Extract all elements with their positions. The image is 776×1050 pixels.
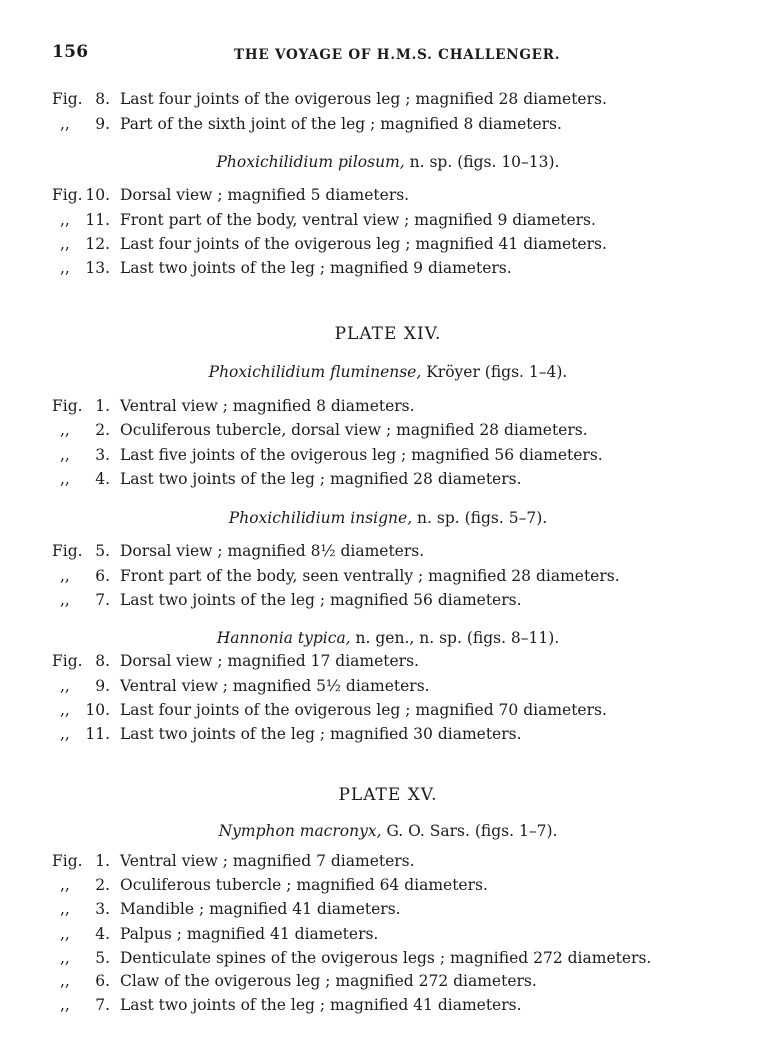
figure-entry (0, 701, 776, 725)
figure-entry (0, 591, 776, 615)
figure-description: Last two joints of the leg ; magnified 28 diameters. (120, 470, 522, 488)
species-name: Phoxichilidium pilosum, (216, 153, 405, 171)
figure-prefix: Fig. (52, 397, 83, 415)
figure-description: Dorsal view ; magnified 8½ diameters. (120, 542, 425, 560)
figure-entry (0, 567, 776, 591)
figure-number: 2. (95, 421, 110, 439)
figure-description: Last five joints of the ovigerous leg ; magnified 56 diameters. (120, 446, 603, 464)
figure-prefix: ,, (60, 421, 70, 439)
page-number: 156 (52, 42, 89, 62)
figure-number: 10. (85, 701, 110, 719)
figure-number: 5. (95, 949, 110, 967)
figure-entry (0, 115, 776, 139)
figure-number: 9. (95, 115, 110, 133)
figure-description: Last four joints of the ovigerous leg ; magnified 70 diameters. (120, 701, 607, 719)
figure-description: Front part of the body, seen ventrally ; magnified 28 diameters. (120, 567, 620, 585)
figure-description: Last two joints of the leg ; magnified 30 diameters. (120, 725, 522, 743)
figure-prefix: ,, (60, 949, 70, 967)
figure-description: Last four joints of the ovigerous leg ; magnified 28 diameters. (120, 90, 607, 108)
figure-prefix: ,, (60, 567, 70, 585)
figure-entry (0, 900, 776, 924)
figure-description: Part of the sixth joint of the leg ; magnified 8 diameters. (120, 115, 562, 133)
species-caption (0, 509, 776, 527)
species-caption (0, 153, 776, 171)
species-name: Phoxichilidium insigne, (228, 509, 413, 527)
figure-description: Front part of the body, ventral view ; magnified 9 diameters. (120, 211, 596, 229)
figure-description: Last two joints of the leg ; magnified 9 diameters. (120, 259, 512, 277)
figure-description: Oculiferous tubercle ; magnified 64 diameters. (120, 876, 488, 894)
figure-number: 4. (95, 470, 110, 488)
figure-prefix: Fig. (52, 186, 83, 204)
figure-description: Dorsal view ; magnified 17 diameters. (120, 652, 419, 670)
figure-prefix: ,, (60, 235, 70, 253)
plate-heading: PLATE XV. (338, 785, 438, 805)
figure-description: Denticulate spines of the ovigerous legs ; magnified 272 diameters. (120, 949, 652, 967)
figure-number: 9. (95, 677, 110, 695)
figure-description: Oculiferous tubercle, dorsal view ; magnified 28 diameters. (120, 421, 588, 439)
figure-prefix: Fig. (52, 90, 83, 108)
figure-number: 5. (95, 542, 110, 560)
figure-description: Last four joints of the ovigerous leg ; magnified 41 diameters. (120, 235, 607, 253)
species-name: Hannonia typica, (216, 629, 351, 647)
figure-number: 3. (95, 446, 110, 464)
figure-number: 3. (95, 900, 110, 918)
figure-prefix: ,, (60, 259, 70, 277)
figure-number: 6. (95, 567, 110, 585)
figure-prefix: Fig. (52, 852, 83, 870)
species-caption (0, 629, 776, 647)
figure-prefix: ,, (60, 591, 70, 609)
figure-prefix: Fig. (52, 652, 83, 670)
figure-number: 6. (95, 972, 110, 990)
figure-number: 7. (95, 996, 110, 1014)
figure-prefix: ,, (60, 446, 70, 464)
species-details: Kröyer (figs. 1–4). (421, 363, 568, 381)
species-caption (0, 363, 776, 381)
figure-entry (0, 235, 776, 259)
figure-number: 8. (95, 90, 110, 108)
figure-entry (0, 925, 776, 949)
figure-description: Ventral view ; magnified 8 diameters. (120, 397, 415, 415)
figure-prefix: ,, (60, 876, 70, 894)
figure-number: 13. (85, 259, 110, 277)
figure-prefix: ,, (60, 972, 70, 990)
figure-number: 4. (95, 925, 110, 943)
figure-prefix: ,, (60, 115, 70, 133)
figure-prefix: ,, (60, 725, 70, 743)
figure-description: Ventral view ; magnified 7 diameters. (120, 852, 415, 870)
figure-number: 1. (95, 397, 110, 415)
figure-entry (0, 470, 776, 494)
figure-number: 12. (85, 235, 110, 253)
figure-entry (0, 421, 776, 445)
figure-entry (0, 259, 776, 283)
figure-entry (0, 542, 776, 566)
figure-prefix: ,, (60, 996, 70, 1014)
species-details: G. O. Sars. (figs. 1–7). (381, 822, 558, 840)
figure-number: 2. (95, 876, 110, 894)
figure-description: Mandible ; magnified 41 diameters. (120, 900, 401, 918)
figure-description: Palpus ; magnified 41 diameters. (120, 925, 379, 943)
figure-entry (0, 972, 776, 996)
species-caption (0, 822, 776, 840)
figure-number: 10. (85, 186, 110, 204)
figure-entry (0, 652, 776, 676)
species-name: Nymphon macronyx, (218, 822, 382, 840)
figure-description: Claw of the ovigerous leg ; magnified 272 diameters. (120, 972, 537, 990)
figure-entry (0, 852, 776, 876)
species-details: n. sp. (figs. 5–7). (412, 509, 548, 527)
figure-entry (0, 186, 776, 210)
figure-entry (0, 90, 776, 114)
running-title: THE VOYAGE OF H.M.S. CHALLENGER. (234, 47, 561, 63)
figure-number: 11. (85, 725, 110, 743)
figure-prefix: ,, (60, 211, 70, 229)
figure-prefix: Fig. (52, 542, 83, 560)
figure-entry (0, 725, 776, 749)
figure-number: 7. (95, 591, 110, 609)
species-name: Phoxichilidium fluminense, (208, 363, 422, 381)
figure-description: Last two joints of the leg ; magnified 56 diameters. (120, 591, 522, 609)
species-details: n. sp. (figs. 10–13). (404, 153, 560, 171)
figure-description: Last two joints of the leg ; magnified 41 diameters. (120, 996, 522, 1014)
figure-entry (0, 949, 776, 973)
figure-prefix: ,, (60, 925, 70, 943)
figure-entry (0, 211, 776, 235)
plate-heading: PLATE XIV. (334, 324, 442, 344)
figure-entry (0, 996, 776, 1020)
figure-prefix: ,, (60, 470, 70, 488)
figure-prefix: ,, (60, 701, 70, 719)
figure-number: 1. (95, 852, 110, 870)
figure-entry (0, 397, 776, 421)
species-details: n. gen., n. sp. (figs. 8–11). (350, 629, 560, 647)
figure-description: Dorsal view ; magnified 5 diameters. (120, 186, 410, 204)
figure-prefix: ,, (60, 677, 70, 695)
figure-entry (0, 876, 776, 900)
figure-entry (0, 677, 776, 701)
figure-description: Ventral view ; magnified 5½ diameters. (120, 677, 430, 695)
figure-number: 11. (85, 211, 110, 229)
figure-prefix: ,, (60, 900, 70, 918)
figure-entry (0, 446, 776, 470)
figure-number: 8. (95, 652, 110, 670)
